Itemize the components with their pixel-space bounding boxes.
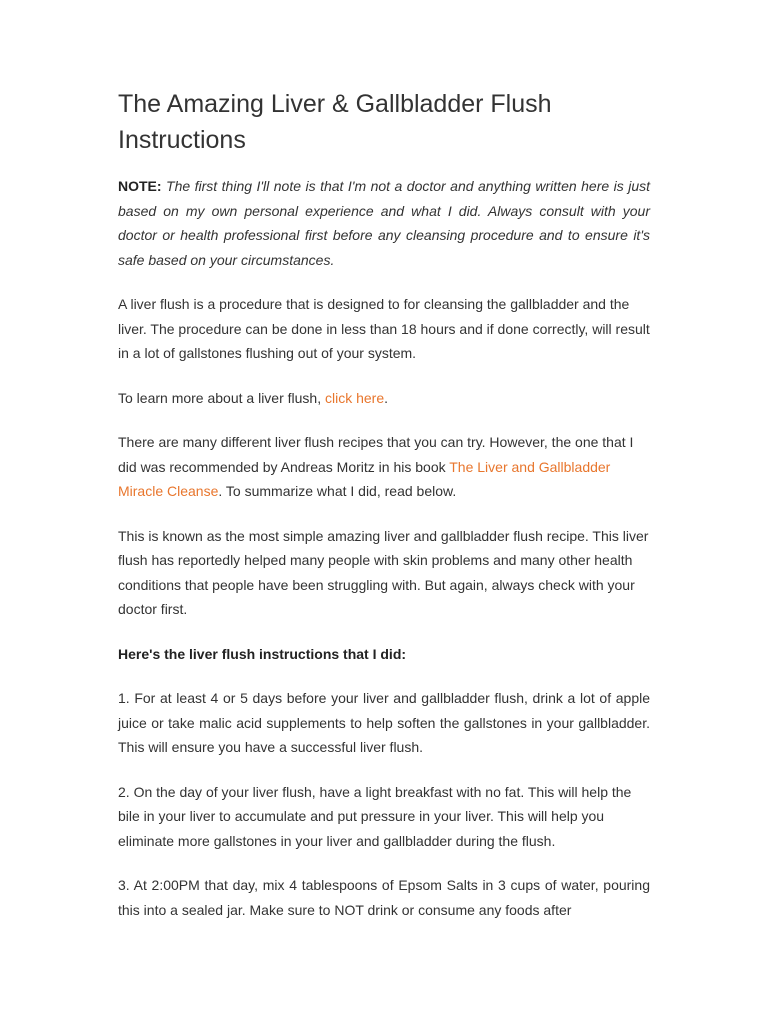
recipes-prefix: There are many different liver flush recipes that you can try. However, the one that I did was recommended by Andreas Moritz in his book (118, 434, 634, 475)
page-title: The Amazing Liver & Gallbladder Flush Instructions (118, 90, 552, 154)
instructions-heading: Here's the liver flush instructions that I did: (118, 645, 407, 662)
learn-more-prefix: To learn more about a liver flush, (118, 389, 325, 406)
note-label: NOTE: (118, 178, 162, 194)
click-here-link[interactable]: click here (325, 389, 385, 406)
intro-paragraph: A liver flush is a procedure that is designed to for cleansing the gallbladder and the liver. The procedure can be done in less than 18 hours and if done correctly, will result in a lot of gallstones flushing out of your system. (118, 296, 650, 361)
instructions-heading-paragraph (118, 642, 650, 667)
step-item: 3. At 2:00PM that day, mix 4 tablespoons of Epsom Salts in 3 cups of water, pouring this into a sealed jar. Make sure to NOT drink or consume any foods after (118, 877, 650, 918)
disclaimer-note (118, 174, 650, 272)
note-text: The first thing I'll note is that I'm not a doctor and anything written here is just based on my own personal experience and what I did. Always consult with your doctor or health professional first before any cleansing procedure and to ensure it's safe based on your circumstances. (118, 178, 650, 268)
book-link[interactable]: The Liver and Gallbladder Miracle Cleanse (118, 458, 611, 499)
learn-more-paragraph (118, 386, 650, 411)
learn-more-suffix: . (384, 389, 389, 406)
recipes-paragraph (118, 430, 650, 504)
recipes-suffix: . To summarize what I did, read below. (218, 483, 457, 499)
document-page (118, 86, 650, 942)
simple-recipe-paragraph: This is known as the most simple amazing liver and gallbladder flush recipe. This liver flush has reportedly helped many people with skin problems and many other health conditions that people have been struggling with. But again, always check with your doctor first. (118, 527, 649, 617)
step-item: 1. For at least 4 or 5 days before your liver and gallbladder flush, drink a lot of apple juice or take malic acid supplements to help soften the gallstones in your gallbladder. This will ensure you have a successful liver flush. (118, 690, 650, 755)
step-item: 2. On the day of your liver flush, have a light breakfast with no fat. This will help the bile in your liver to accumulate and put pressure in your liver. This will help you eliminate more gallstones in your liver and gallbladder during the flush. (118, 783, 632, 849)
